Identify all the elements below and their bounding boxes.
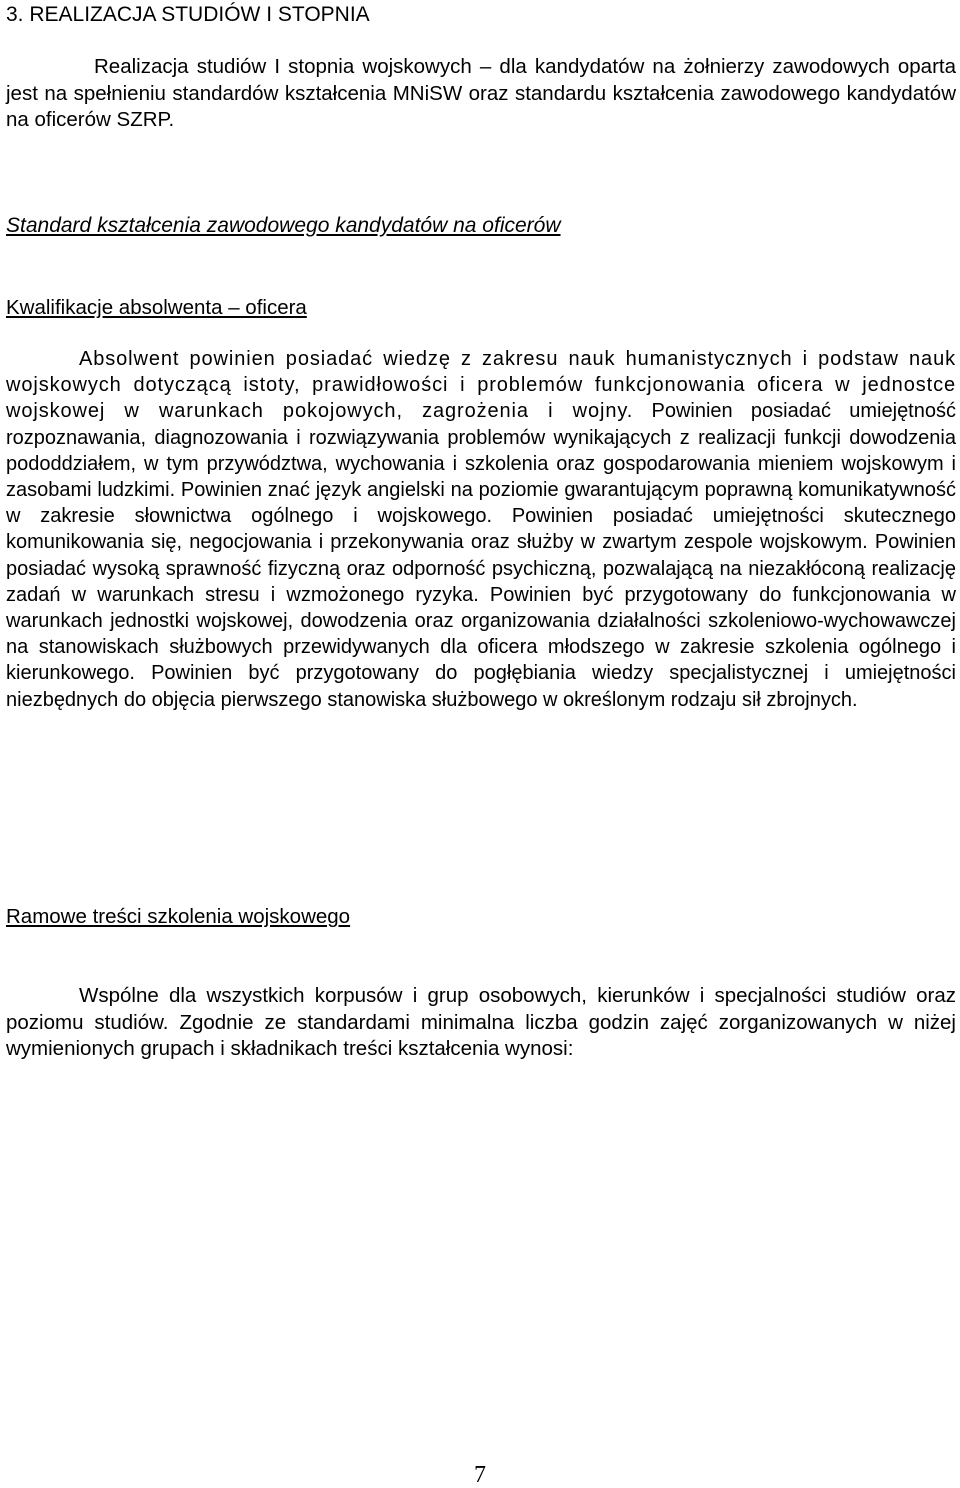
qualifications-title: Kwalifikacje absolwenta – oficera xyxy=(6,296,307,319)
qualifications-paragraph-part1: Absolwent powinien posiadać wiedzę z zakresu nauk humanistycznych i podstaw nauk wojskowych dotyczącą istoty, prawidłowości i problemów funkcjonowania oficera w jednostce wojskowej w warunkach pokojowych, zagrożenia i wojny. xyxy=(6,348,956,423)
section-heading: 3. REALIZACJA STUDIÓW I STOPNIA xyxy=(6,3,370,26)
page-number: 7 xyxy=(474,1462,486,1488)
standard-title: Standard kształcenia zawodowego kandydatów na oficerów xyxy=(6,214,561,237)
qualifications-paragraph xyxy=(6,346,956,713)
training-title: Ramowe treści szkolenia wojskowego xyxy=(6,905,351,928)
training-paragraph: Wspólne dla wszystkich korpusów i grup osobowych, kierunków i specjalności studiów oraz poziomu studiów. Zgodnie ze standardami minimalna liczba godzin zajęć zorganizowanych w niżej wymienionych grupach i składnikach treści kształcenia wynosi: xyxy=(6,984,956,1060)
intro-paragraph: Realizacja studiów I stopnia wojskowych – dla kandydatów na żołnierzy zawodowych oparta jest na spełnieniu standardów kształcenia MNiSW oraz standardu kształcenia zawodowego kandydatów na oficerów SZRP. xyxy=(6,55,956,131)
qualifications-paragraph-part2: Powinien posiadać umiejętność rozpoznawania, diagnozowania i rozwiązywania problemów wynikających z realizacji funkcji dowodzenia pododdziałem, w tym przywództwa, wychowania i szkolenia oraz gospodarowania mieniem wojskowym i zasobami ludzkimi. Powinien znać język angielski na poziomie gwarantującym poprawną komunikatywność w zakresie słownictwa ogólnego i wojskowego. Powinien posiadać umiejętności skutecznego komunikowania się, negocjowania i przekonywania oraz służby w zwartym zespole wojskowym. Powinien posiadać wysoką sprawność fizyczną oraz odporność psychiczną, pozwalającą na niezakłóconą realizację zadań w warunkach stresu i wzmożonego ryzyka. Powinien być przygotowany do funkcjonowania w warunkach jednostki wojskowej, dowodzenia oraz organizowania działalności szkoleniowo-wychowawczej na stanowiskach służbowych przewidywanych dla oficera młodszego w zakresie szkolenia ogólnego i kierunkowego. Powinien być przygotowany do pogłębiania wiedzy specjalistycznej i umiejętności niezbędnych do objęcia pierwszego stanowiska służbowego w określonym rodzaju sił zbrojnych. xyxy=(6,400,956,711)
